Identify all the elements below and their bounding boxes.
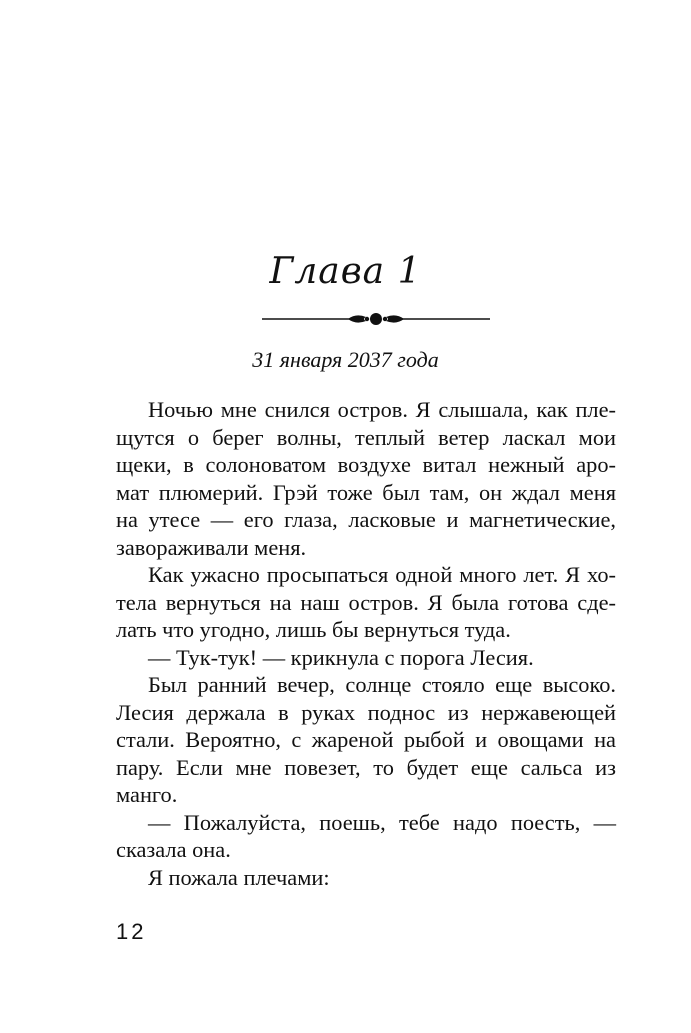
text-line: завораживали меня. bbox=[116, 534, 307, 560]
text-line: щутся о берег волны, теплый ветер ласкал мои bbox=[116, 424, 616, 450]
page-number: 12 bbox=[116, 919, 147, 944]
chapter-date: 31 января 2037 года bbox=[252, 347, 439, 372]
text-line: Был ранний вечер, солнце стояло еще высоко. bbox=[148, 672, 616, 697]
text-line: Я пожала плечами: bbox=[148, 864, 330, 890]
text-line: Как ужасно просыпаться одной много лет. Я хо- bbox=[148, 562, 616, 587]
text-line: — Пожалуйста, поешь, тебе надо поесть, — bbox=[148, 809, 616, 835]
text-line: тела вернуться на наш остров. Я была готова сде- bbox=[116, 589, 616, 615]
paragraph bbox=[116, 864, 616, 892]
text-line: стали. Вероятно, с жареной рыбой и овощами на bbox=[116, 727, 616, 752]
text-line: лать что угодно, лишь бы вернуться туда. bbox=[116, 617, 511, 642]
text-line: на утесе — его глаза, ласковые и магнетические, bbox=[116, 507, 616, 532]
vignette-divider-icon bbox=[262, 309, 490, 329]
paragraph bbox=[116, 671, 616, 809]
text-line: — Тук-тук! — крикнула с порога Лесия. bbox=[148, 644, 534, 670]
paragraph bbox=[116, 396, 616, 561]
paragraph bbox=[116, 809, 616, 864]
paragraph bbox=[116, 561, 616, 644]
text-line: мат плюмерий. Грэй тоже был там, он ждал меня bbox=[116, 479, 616, 505]
text-line: сказала она. bbox=[116, 837, 231, 862]
text-line: манго. bbox=[116, 782, 178, 807]
text-line: Лесия держала в руках поднос из нержавеющей bbox=[116, 699, 616, 725]
text-line: Ночью мне снился остров. Я слышала, как пле- bbox=[148, 397, 616, 422]
text-line: пару. Если мне повезет, то будет еще сальса из bbox=[116, 754, 616, 780]
chapter-title: Глава 1 bbox=[269, 251, 422, 292]
text-line: щеки, в солоноватом воздухе витал нежный аро- bbox=[116, 452, 616, 477]
chapter-body bbox=[116, 396, 616, 891]
paragraph bbox=[116, 644, 616, 672]
